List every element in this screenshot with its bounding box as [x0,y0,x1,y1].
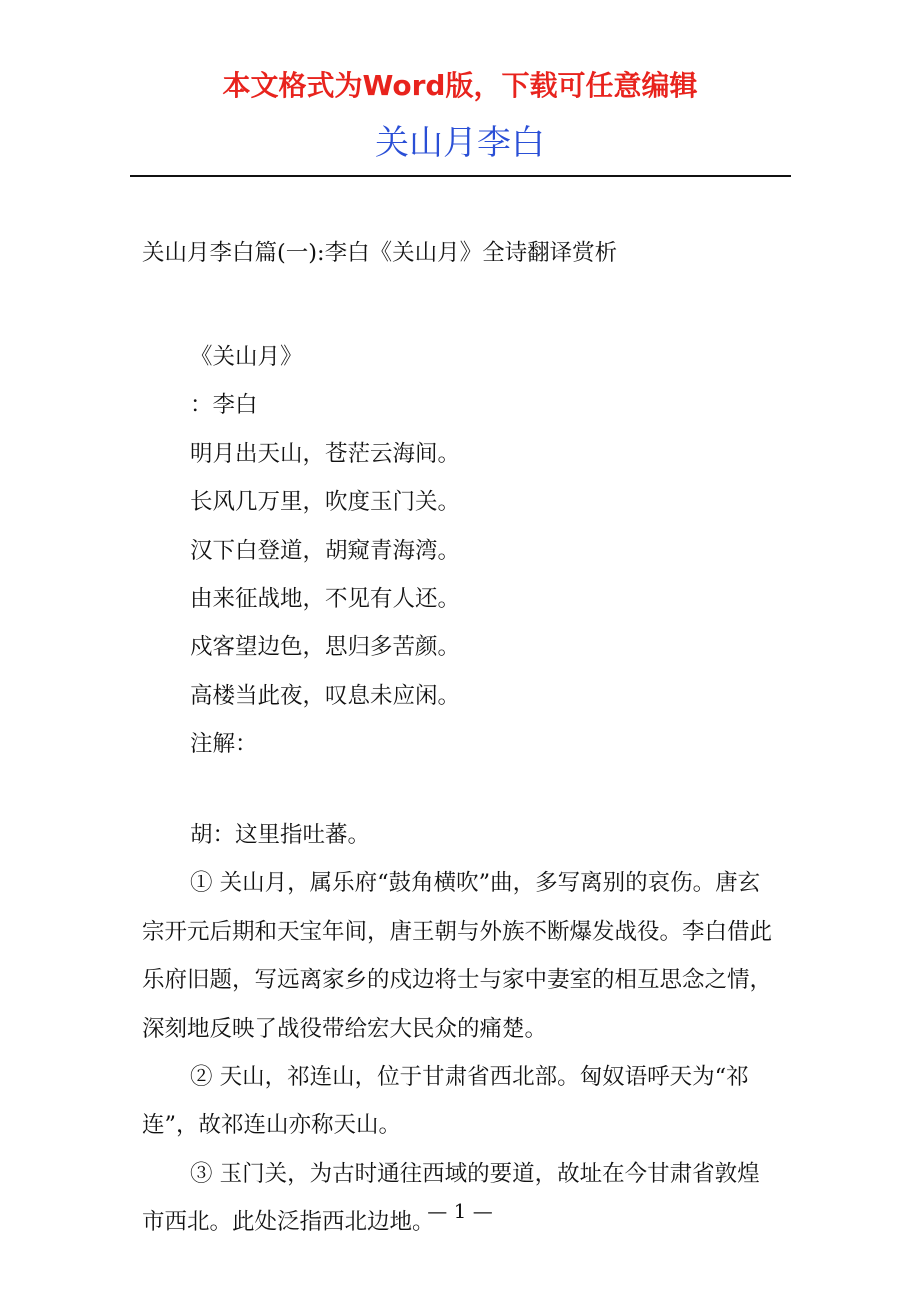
poem-line: 汉下白登道，胡窥青海湾。 [190,537,461,564]
note-paragraph: ② 天山，祁连山，位于甘肃省西北部。匈奴语呼天为“祁连”，故祁连山亦称天山。 [142,1064,749,1139]
header-divider [130,175,791,177]
notes-block [142,811,782,1247]
poem-line: 戍客望边色，思归多苦颜。 [190,634,461,661]
page-number: — 1 — [427,1199,493,1223]
poem-author: ：李白 [190,392,258,419]
poem-line: 长风几万里，吹度玉门关。 [190,489,461,516]
notes-label: 注解： [190,731,258,758]
document-title: 关山月李白 [375,123,545,163]
poem-block [142,333,782,769]
note-hu: 胡：这里指吐蕃。 [190,822,371,848]
format-banner: 本文格式为Word版，下载可任意编辑 [222,69,698,102]
note-paragraph: ① 关山月，属乐府“鼓角横吹”曲，多写离别的哀伤。唐玄宗开元后期和天宝年间，唐王朝与外族不断爆发战役。李白借此乐府旧题，写远离家乡的戍边将士与家中妻室的相互思念之情，深刻地反映了战役带给宏大民众的痛楚。 [142,870,773,1042]
poem-line: 高楼当此夜，叹息未应闲。 [190,682,461,709]
poem-line: 明月出天山，苍茫云海间。 [190,440,461,467]
section-heading: 关山月李白篇(一):李白《关山月》全诗翻译赏析 [142,240,618,266]
poem-title: 《关山月》 [190,344,303,370]
note-paragraph: ③ 玉门关，为古时通往西域的要道，故址在今甘肃省敦煌市西北。此处泛指西北边地。 [142,1160,760,1236]
poem-line: 由来征战地，不见有人还。 [190,586,461,613]
